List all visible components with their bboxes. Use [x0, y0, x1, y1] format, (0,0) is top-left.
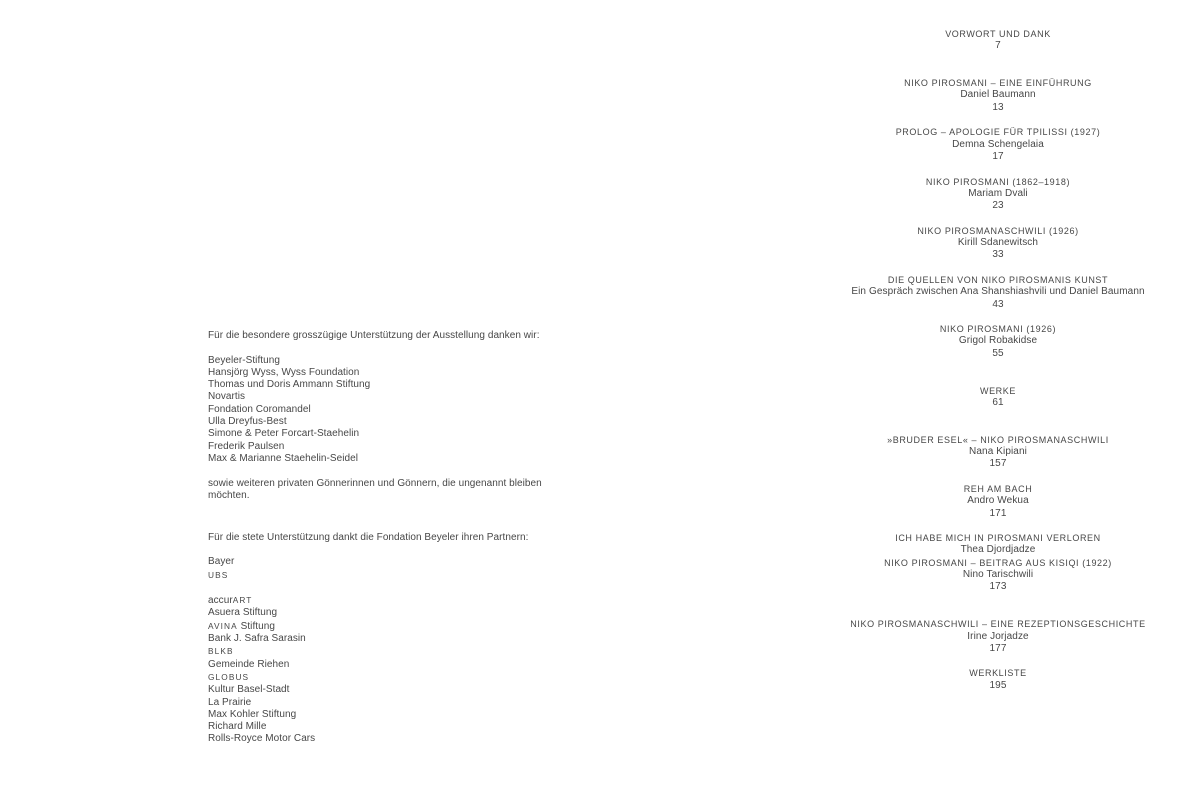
toc-entry-page: 55	[992, 347, 1004, 359]
toc-entry-author: Irine Jorjadze	[967, 630, 1029, 642]
toc-entry-title: DIE QUELLEN VON NIKO PIROSMANIS KUNST	[887, 274, 1109, 285]
toc-entry	[798, 532, 1198, 593]
toc-entry-page: 7	[995, 40, 1001, 52]
toc-entry	[798, 126, 1198, 163]
toc-entry-page: 195	[989, 679, 1007, 691]
toc-entry-title: REH AM BACH	[963, 483, 1033, 494]
partner-item: Asuera Stiftung	[208, 607, 278, 619]
toc-entry-title: VORWORT UND DANK	[945, 29, 1051, 39]
toc-entry-author: Andro Wekua	[967, 495, 1029, 507]
toc-entry	[798, 77, 1198, 114]
toc-entry-title: WERKLISTE	[969, 668, 1027, 679]
toc-entry-page: 13	[992, 101, 1004, 113]
main-partners-list	[208, 556, 578, 582]
toc-entry-title: NIKO PIROSMANI (1926)	[939, 324, 1057, 335]
toc-entry-author: Daniel Baumann	[960, 89, 1036, 101]
toc-entry-page: 43	[992, 298, 1004, 310]
partner-item: UBS	[208, 569, 229, 580]
toc-entry	[798, 385, 1198, 410]
donor-item: Simone & Peter Forcart-Staehelin	[208, 428, 360, 440]
anonymous-donors-note	[208, 478, 578, 503]
toc-entry-title: WERKE	[979, 385, 1016, 396]
toc-entry	[798, 667, 1198, 692]
partner-item: Max Kohler Stiftung	[208, 708, 297, 720]
partner-item: Kultur Basel-Stadt	[208, 684, 290, 696]
table-of-contents	[798, 28, 1198, 692]
toc-entry-title: PROLOG – APOLOGIE FÜR TPILISSI (1927)	[895, 127, 1101, 138]
acknowledgment-partners-intro: Für die stete Unterstützung dankt die Fondation Beyeler ihren Partnern:	[208, 531, 529, 543]
acknowledgments-column	[208, 330, 578, 746]
toc-entry-author: Grigol Robakidse	[958, 335, 1038, 347]
toc-entry-title: NIKO PIROSMANI – EINE EINFÜHRUNG	[904, 78, 1092, 89]
toc-entry-title: NIKO PIROSMANASCHWILI (1926)	[917, 225, 1079, 236]
partner-item: Bayer	[208, 556, 235, 568]
toc-entry	[798, 618, 1198, 655]
toc-entry	[798, 483, 1198, 520]
toc-entry-page: 17	[992, 150, 1004, 162]
toc-entry-page: 173	[989, 581, 1007, 593]
toc-entry-title: »BRUDER ESEL« – NIKO PIROSMANASCHWILI	[887, 434, 1109, 445]
donor-item: Thomas und Doris Ammann Stiftung	[208, 379, 371, 391]
toc-entry-author: Kirill Sdanewitsch	[957, 237, 1039, 249]
toc-entry-title: NIKO PIROSMANI (1862–1918)	[925, 176, 1071, 187]
toc-entry-page: 23	[992, 200, 1004, 212]
toc-entry-author: Demna Schengelaia	[952, 138, 1044, 150]
toc-entry	[798, 28, 1198, 53]
toc-entry-page: 157	[989, 458, 1007, 470]
partner-item: Richard Mille	[208, 721, 267, 733]
toc-entry	[798, 323, 1198, 360]
toc-entry-title: NIKO PIROSMANASCHWILI – EINE REZEPTIONSGESCHICHTE	[850, 619, 1146, 630]
toc-entry-page: 171	[989, 507, 1007, 519]
acknowledgment-exhibition-intro: Für die besondere grosszügige Unterstützung der Ausstellung danken wir:	[208, 330, 540, 341]
toc-entry-author: Mariam Dvali	[968, 187, 1028, 199]
donor-item: Novartis	[208, 391, 246, 403]
donor-item: Beyeler-Stiftung	[208, 354, 280, 366]
donors-list	[208, 355, 578, 466]
toc-entry-page: 33	[992, 249, 1004, 261]
toc-entry	[798, 225, 1198, 262]
partner-item: La Prairie	[208, 696, 252, 708]
note-line: sowie weiteren privaten Gönnerinnen und Gönnern, die ungenannt bleiben	[208, 477, 542, 489]
partner-item: Gemeinde Riehen	[208, 658, 290, 670]
donor-item: Fondation Coromandel	[208, 403, 311, 415]
toc-entry	[798, 274, 1198, 311]
partners-list	[208, 594, 578, 746]
partner-item: GLOBUS	[208, 671, 250, 682]
toc-entry-page: 61	[992, 396, 1004, 408]
toc-entry-author: Nana Kipiani	[969, 446, 1027, 458]
donor-item: Ulla Dreyfus-Best	[208, 416, 287, 428]
toc-entry-title: ICH HABE MICH IN PIROSMANI VERLOREN	[895, 533, 1101, 544]
toc-entry-title: NIKO PIROSMANI – BEITRAG AUS KISIQI (1922)	[884, 557, 1112, 568]
toc-entry	[798, 434, 1198, 471]
partner-item: AVINA Stiftung	[208, 620, 275, 632]
donor-item: Frederik Paulsen	[208, 440, 285, 452]
donor-item: Max & Marianne Staehelin-Seidel	[208, 452, 358, 464]
note-line: möchten.	[208, 489, 250, 501]
toc-entry-author: Nino Tarischwili	[962, 569, 1034, 581]
partner-item: Bank J. Safra Sarasin	[208, 633, 306, 645]
toc-entry-page: 177	[989, 642, 1007, 654]
donor-item: Hansjörg Wyss, Wyss Foundation	[208, 366, 360, 378]
partner-item: accurART	[208, 595, 253, 607]
toc-entry-author: Ein Gespräch zwischen Ana Shanshiashvili und Daniel Baumann	[851, 286, 1145, 298]
toc-entry	[798, 176, 1198, 213]
partner-item: Rolls-Royce Motor Cars	[208, 733, 316, 745]
toc-entry-author: Thea Djordjadze	[960, 544, 1036, 556]
partner-item: BLKB	[208, 646, 234, 657]
